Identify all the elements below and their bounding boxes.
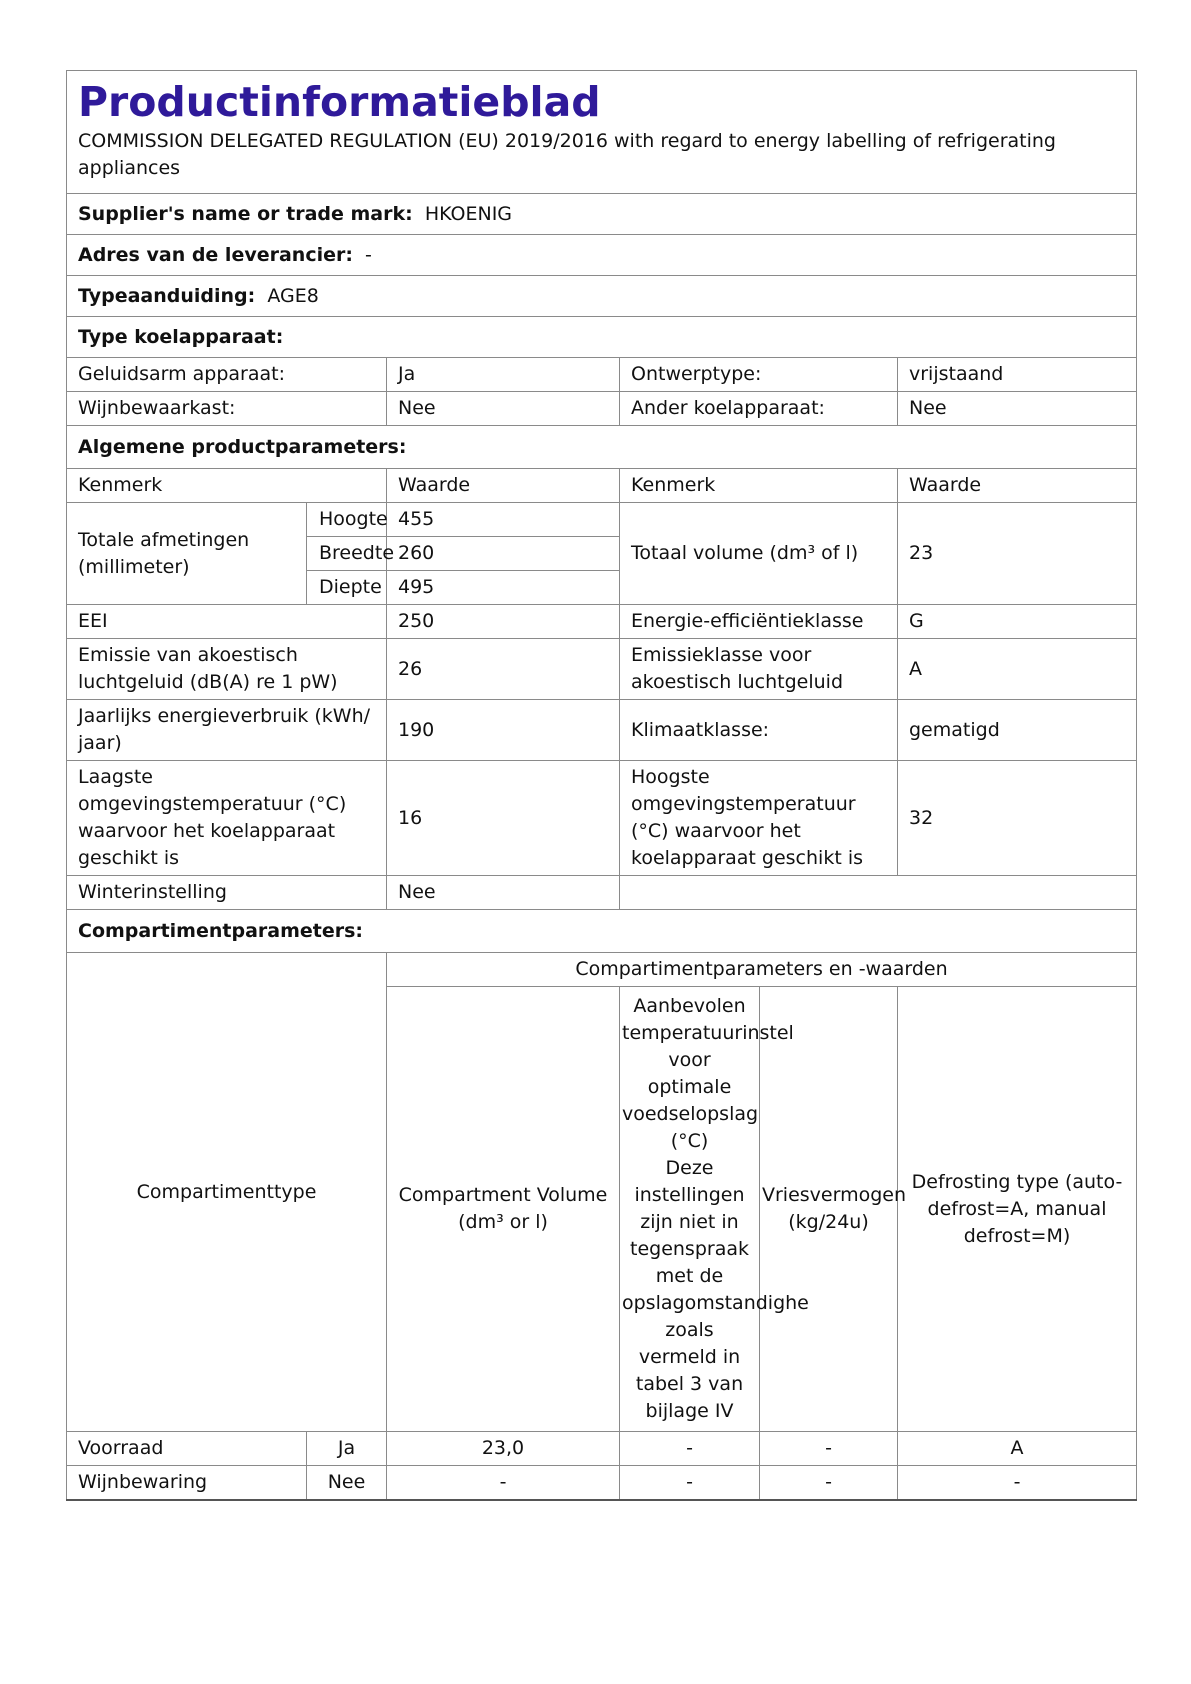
- page-title: Productinformatieblad: [78, 78, 601, 126]
- compartment-params-header: [67, 910, 1137, 953]
- compartment-row: [67, 1432, 1137, 1466]
- other-appliance-label: Ander koelapparaat:: [620, 392, 898, 426]
- compartment-present: Ja: [307, 1432, 387, 1466]
- temp-line: instellingen: [634, 1184, 745, 1206]
- noise-row: [67, 639, 1137, 700]
- temp-line: opslagomstandighe: [622, 1292, 809, 1314]
- winter-row: [67, 876, 1137, 910]
- model-value: AGE8: [267, 284, 319, 307]
- annual-energy-label: Jaarlijks energieverbruik (kWh/ jaar): [67, 700, 387, 761]
- compartment-group-header-row: [67, 953, 1137, 987]
- supplier-value: HKOENIG: [424, 202, 513, 225]
- compartment-group-header: Compartimentparameters en -waarden: [387, 953, 1137, 987]
- temp-line: bijlage IV: [645, 1400, 734, 1422]
- depth-label: Diepte: [307, 571, 387, 605]
- winter-label: Winterinstelling: [67, 876, 387, 910]
- col-kenmerk-right: Kenmerk: [620, 469, 898, 503]
- compartment-temp: -: [620, 1432, 760, 1466]
- wine-cabinet-label: Wijnbewaarkast:: [67, 392, 387, 426]
- compartment-row: [67, 1466, 1137, 1501]
- title-cell: [67, 71, 1137, 194]
- max-temp-label: Hoogste omgevingstemperatuur (°C) waarvoor het koelapparaat geschikt is: [620, 761, 898, 876]
- general-params-header: [67, 426, 1137, 469]
- min-temp-value: 16: [387, 761, 620, 876]
- col-waarde-left: Waarde: [387, 469, 620, 503]
- low-noise-label: Geluidsarm apparaat:: [67, 358, 387, 392]
- temp-line: Deze: [665, 1157, 714, 1179]
- height-value: 455: [387, 503, 620, 537]
- product-information-sheet: [66, 70, 1136, 1501]
- col-freezing-capacity: Vriesvermogen (kg/24u): [760, 987, 898, 1432]
- address-label: Adres van de leverancier:: [78, 243, 353, 266]
- appliance-type-label: Type koelapparaat:: [78, 325, 284, 348]
- general-params-label: Algemene productparameters:: [78, 435, 407, 458]
- compartment-defrost: A: [898, 1432, 1137, 1466]
- dimensions-label: Totale afmetingen (millimeter): [67, 503, 307, 605]
- temp-line: optimale: [647, 1076, 732, 1098]
- col-waarde-right: Waarde: [898, 469, 1137, 503]
- compartment-volume: -: [387, 1466, 620, 1501]
- temp-line: temperatuurinstel: [622, 1022, 794, 1044]
- eei-row: [67, 605, 1137, 639]
- min-temp-label: Laagste omgevingstemperatuur (°C) waarvoor het koelapparaat geschikt is: [67, 761, 387, 876]
- eei-label: EEI: [67, 605, 387, 639]
- model-row: [67, 276, 1137, 317]
- compartment-type: Wijnbewaring: [67, 1466, 307, 1501]
- energy-class-value: G: [898, 605, 1137, 639]
- compartment-volume: 23,0: [387, 1432, 620, 1466]
- compartment-temp: -: [620, 1466, 760, 1501]
- height-label: Hoogte: [307, 503, 387, 537]
- energy-row: [67, 700, 1137, 761]
- winter-value: Nee: [387, 876, 620, 910]
- total-volume-value: 23: [898, 503, 1137, 605]
- noise-label: Emissie van akoestisch luchtgeluid (dB(A) re 1 pW): [67, 639, 387, 700]
- compartment-freeze: -: [760, 1432, 898, 1466]
- col-recommended-temp: [620, 987, 809, 1432]
- temp-line: met de: [655, 1265, 724, 1287]
- regulation-text: COMMISSION DELEGATED REGULATION (EU) 2019/2016 with regard to energy labelling of refrigerating appliances: [78, 130, 1056, 179]
- compartment-defrost: -: [898, 1466, 1137, 1501]
- compartment-present: Nee: [307, 1466, 387, 1501]
- eei-value: 250: [387, 605, 620, 639]
- energy-class-label: Energie-efficiëntieklasse: [620, 605, 898, 639]
- temp-line: (°C): [670, 1130, 709, 1152]
- appliance-type-row: [67, 358, 1137, 392]
- temp-line: voedselopslag: [622, 1103, 759, 1125]
- address-row: [67, 235, 1137, 276]
- width-value: 260: [387, 537, 620, 571]
- noise-class-label: Emissieklasse voor akoestisch luchtgeluid: [620, 639, 898, 700]
- temp-line: zoals: [665, 1319, 714, 1341]
- noise-value: 26: [387, 639, 620, 700]
- compartment-params-label: Compartimentparameters:: [78, 919, 364, 942]
- width-label: Breedte: [307, 537, 387, 571]
- temp-line: Aanbevolen: [633, 995, 746, 1017]
- wine-cabinet-value: Nee: [387, 392, 620, 426]
- address-value: -: [365, 243, 372, 266]
- depth-value: 495: [387, 571, 620, 605]
- dimension-row: [67, 503, 1137, 537]
- design-type-label: Ontwerptype:: [620, 358, 898, 392]
- temp-line: tabel 3 van: [635, 1373, 744, 1395]
- info-table: [66, 70, 1137, 1501]
- low-noise-value: Ja: [387, 358, 620, 392]
- col-compartment-volume: Compartment Volume (dm³ or l): [387, 987, 620, 1432]
- design-type-value: vrijstaand: [898, 358, 1137, 392]
- climate-class-value: gematigd: [898, 700, 1137, 761]
- col-defrosting-type: Defrosting type (auto-defrost=A, manual defrost=M): [898, 987, 1137, 1432]
- appliance-type-row: [67, 392, 1137, 426]
- supplier-label: Supplier's name or trade mark:: [78, 202, 413, 225]
- winter-empty-cell: [620, 876, 1137, 910]
- general-params-column-headers: [67, 469, 1137, 503]
- climate-class-label: Klimaatklasse:: [620, 700, 898, 761]
- annual-energy-value: 190: [387, 700, 620, 761]
- noise-class-value: A: [898, 639, 1137, 700]
- col-kenmerk-left: Kenmerk: [67, 469, 387, 503]
- compartment-type: Voorraad: [67, 1432, 307, 1466]
- compartment-freeze: -: [760, 1466, 898, 1501]
- temp-line: voor: [668, 1049, 711, 1071]
- temp-line: tegenspraak: [630, 1238, 749, 1260]
- temperature-row: [67, 761, 1137, 876]
- total-volume-label: Totaal volume (dm³ of l): [620, 503, 898, 605]
- temp-line: vermeld in: [638, 1346, 741, 1368]
- supplier-row: [67, 194, 1137, 235]
- temp-line: zijn niet in: [640, 1211, 739, 1233]
- max-temp-value: 32: [898, 761, 1137, 876]
- col-compartment-type: Compartimenttype: [67, 953, 387, 1432]
- appliance-type-header: [67, 317, 1137, 358]
- other-appliance-value: Nee: [898, 392, 1137, 426]
- model-label: Typeaanduiding:: [78, 284, 256, 307]
